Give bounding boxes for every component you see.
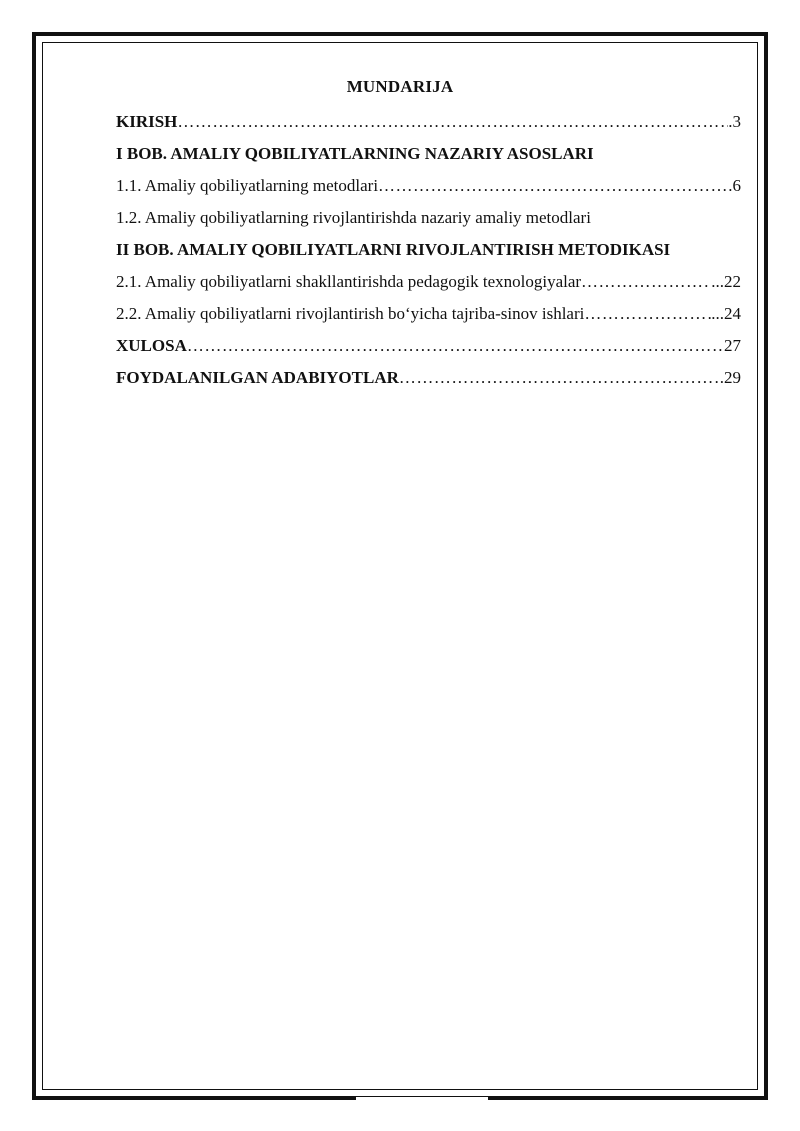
toc-entry-page: ...24	[711, 304, 741, 323]
page-title: MUNDARIJA	[346, 77, 454, 96]
toc-entry-text: 2.2. Amaliy qobiliyatlarni rivojlantirish bo‘yicha tajriba-sinov ishlari	[116, 304, 585, 323]
toc-entry-2-1[interactable]	[116, 266, 741, 298]
table-of-contents	[116, 106, 741, 394]
toc-entry-text: 2.1. Amaliy qobiliyatlarni shakllantirishda pedagogik texnologiyalar	[116, 272, 582, 291]
toc-entry-text: XULOSA	[116, 336, 187, 355]
toc-entry-bibliography[interactable]	[116, 362, 741, 394]
toc-entry-page: .3	[728, 112, 741, 131]
toc-entry-1-1[interactable]	[116, 170, 741, 202]
toc-entry-text: FOYDALANILGAN ADABIYOTLAR	[116, 368, 399, 387]
toc-entry-2-2[interactable]	[116, 298, 741, 330]
toc-entry-text: KIRISH	[116, 112, 178, 131]
toc-entry-xulosa[interactable]	[116, 330, 741, 362]
toc-entry-chapter-2[interactable]	[116, 234, 741, 266]
toc-leader-dots	[581, 266, 711, 298]
toc-entry-chapter-1[interactable]	[116, 138, 741, 170]
toc-entry-kirish[interactable]	[116, 106, 741, 138]
toc-entry-page: 27	[724, 336, 741, 355]
toc-entry-page: ...22	[711, 272, 741, 291]
toc-entry-text: I BOB. AMALIY QOBILIYATLARNING NAZARIY ASOSLARI	[116, 144, 594, 163]
toc-leader-dots	[177, 106, 728, 138]
toc-leader-dots	[378, 170, 728, 202]
page-border-gap-line	[356, 1096, 488, 1097]
toc-leader-dots	[399, 362, 720, 394]
toc-entry-page: .29	[719, 368, 741, 387]
toc-entry-text: 1.2. Amaliy qobiliyatlarning rivojlantirishda nazariy amaliy metodlari	[116, 208, 591, 227]
toc-entry-1-2[interactable]	[116, 202, 741, 234]
toc-entry-text: II BOB. AMALIY QOBILIYATLARNI RIVOJLANTIRISH METODIKASI	[116, 240, 671, 259]
toc-entry-text: 1.1. Amaliy qobiliyatlarning metodlari	[116, 176, 379, 195]
toc-leader-dots	[187, 330, 724, 362]
toc-entry-page: .6	[728, 176, 741, 195]
toc-leader-dots	[584, 298, 711, 330]
